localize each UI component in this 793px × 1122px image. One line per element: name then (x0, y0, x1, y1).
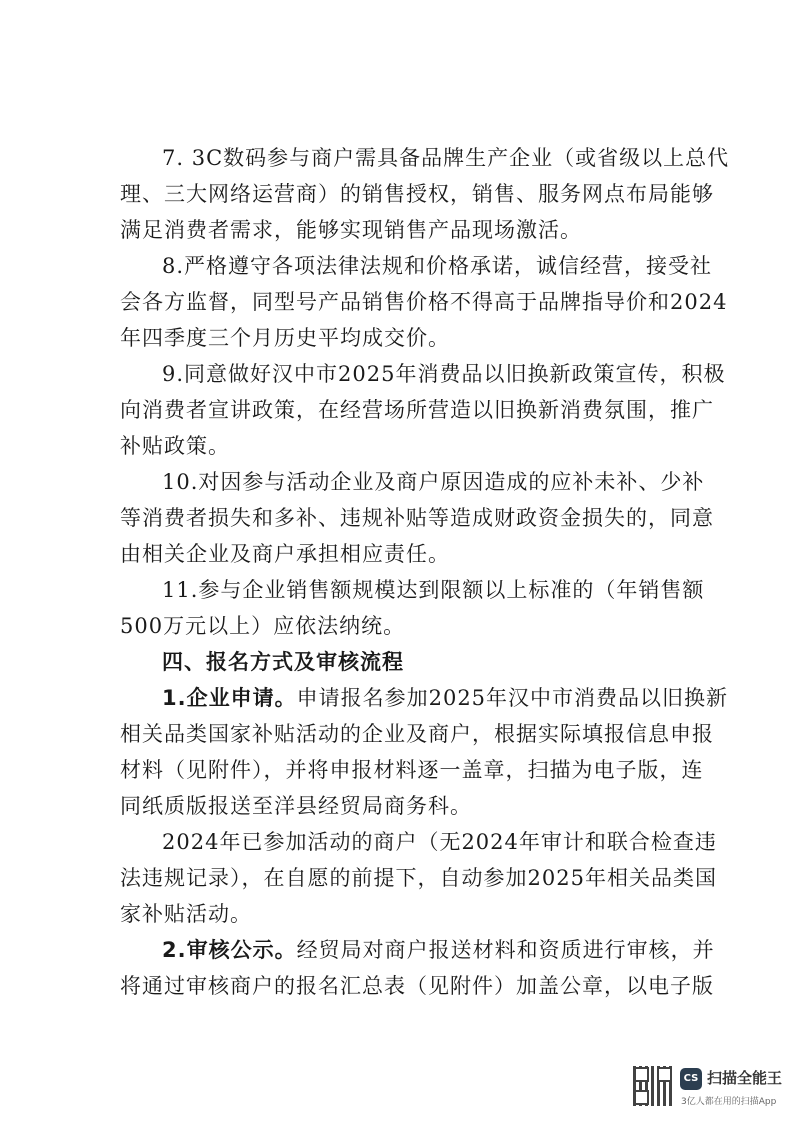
section-heading-4: 四、报名方式及审核流程 (162, 650, 404, 674)
step-2-title: 2.审核公示。 (162, 938, 297, 962)
step-1-line-3: 材料（见附件），并将申报材料逐一盖章，扫描为电子版，连 (120, 758, 704, 782)
paragraph-10-line-3: 由相关企业及商户承担相应责任。 (120, 542, 450, 566)
step-2-line-2: 将通过审核商户的报名汇总表（见附件）加盖公章，以电子版 (120, 974, 714, 998)
paragraph-2024-line-2: 法违规记录），在自愿的前提下，自动参加2025年相关品类国 (120, 866, 717, 890)
paragraph-9-line-1: 9.同意做好汉中市2025年消费品以旧换新政策宣传，积极 (162, 362, 726, 386)
scanner-watermark (633, 1066, 783, 1110)
paragraph-2024-line-3: 家补贴活动。 (120, 902, 252, 926)
watermark-tagline: 3亿人都在用的扫描App (681, 1097, 777, 1107)
watermark-brand: 扫描全能王 (707, 1069, 783, 1087)
paragraph-11-line-2: 500万元以上）应依法纳统。 (120, 614, 406, 638)
step-1-line-1 (162, 682, 729, 714)
paragraph-8-line-2: 会各方监督，同型号产品销售价格不得高于品牌指导价和2024 (120, 290, 728, 314)
qr-code-icon (633, 1066, 673, 1106)
step-1-line-2: 相关品类国家补贴活动的企业及商户，根据实际填报信息申报 (120, 722, 714, 746)
paragraph-9-line-3: 补贴政策。 (120, 434, 230, 458)
paragraph-9-line-2: 向消费者宣讲政策，在经营场所营造以旧换新消费氛围，推广 (120, 398, 714, 422)
step-2-line-1 (162, 934, 715, 966)
paragraph-7-line-1: 7. 3C数码参与商户需具备品牌生产企业（或省级以上总代 (162, 146, 730, 170)
paragraph-11-line-1: 11.参与企业销售额规模达到限额以上标准的（年销售额 (162, 578, 705, 602)
step-1-title: 1.企业申请。 (162, 686, 297, 710)
camscanner-logo-icon: CS (680, 1068, 702, 1090)
paragraph-8-line-1: 8.严格遵守各项法律法规和价格承诺，诚信经营，接受社 (162, 254, 713, 278)
paragraph-10-line-1: 10.对因参与活动企业及商户原因造成的应补未补、少补 (162, 470, 705, 494)
paragraph-10-line-2: 等消费者损失和多补、违规补贴等造成财政资金损失的，同意 (120, 506, 714, 530)
step-1-text: 申请报名参加2025年汉中市消费品以旧换新 (296, 686, 729, 710)
step-1-line-4: 同纸质版报送至洋县经贸局商务科。 (120, 794, 472, 818)
paragraph-8-line-3: 年四季度三个月历史平均成交价。 (120, 326, 450, 350)
paragraph-2024-line-1: 2024年已参加活动的商户（无2024年审计和联合检查违 (162, 830, 717, 854)
step-2-text: 经贸局对商户报送材料和资质进行审核，并 (296, 938, 715, 962)
paragraph-7-line-2: 理、三大网络运营商）的销售授权，销售、服务网点布局能够 (120, 182, 714, 206)
paragraph-7-line-3: 满足消费者需求，能够实现销售产品现场激活。 (120, 218, 582, 242)
